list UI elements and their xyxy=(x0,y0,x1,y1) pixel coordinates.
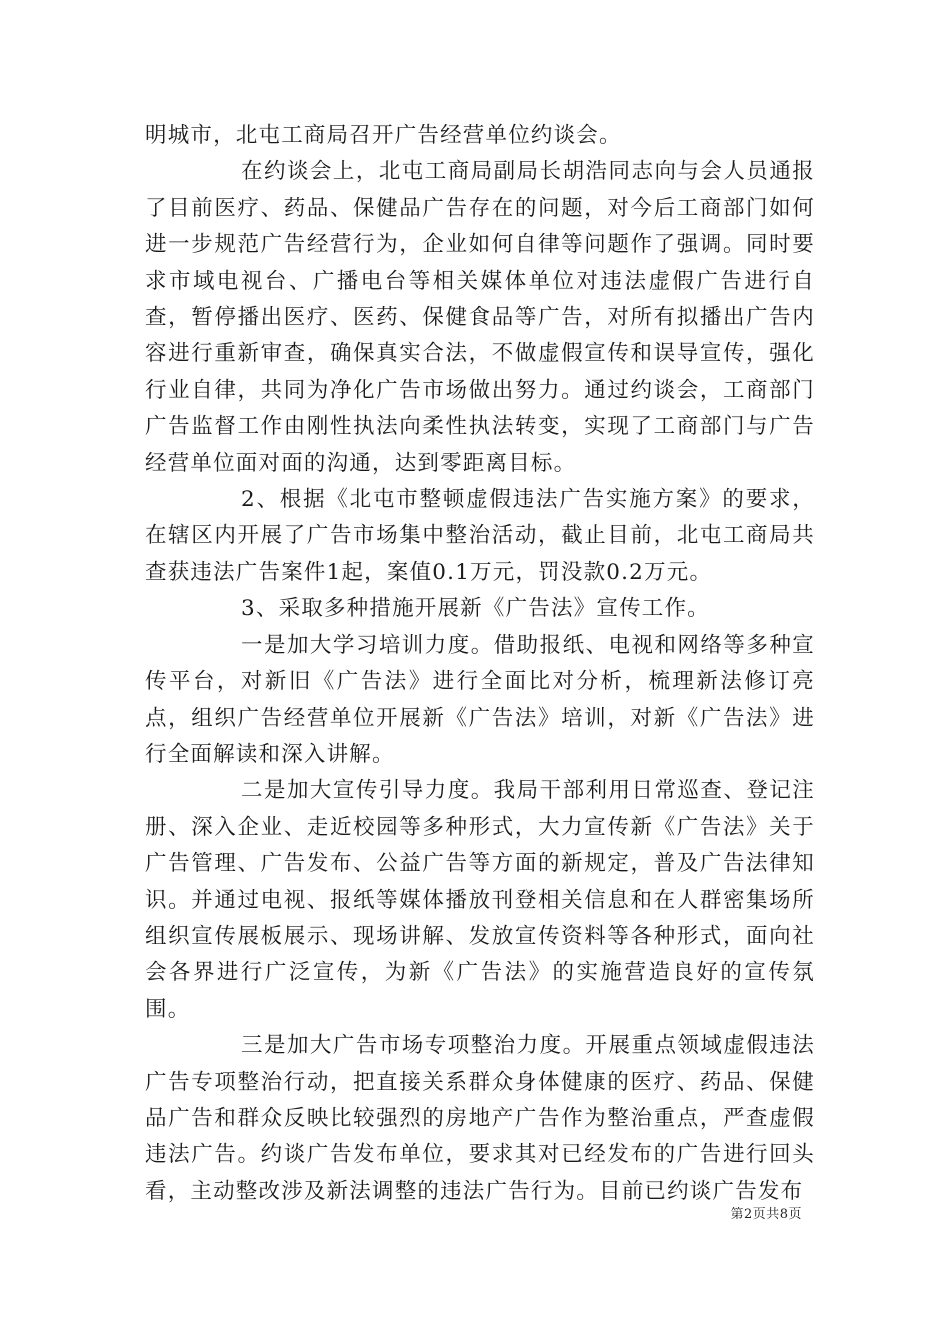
paragraph-3: 2、根据《北屯市整顿虚假违法广告实施方案》的要求，在辖区内开展了广告市场集中整治活动，截止目前，北屯工商局共查获违法广告案件1起，案值0.1万元，罚没款0.2万元。 xyxy=(145,487,815,585)
paragraph-5: 一是加大学习培训力度。借助报纸、电视和网络等多种宣传平台，对新旧《广告法》进行全面比对分析，梳理新法修订亮点，组织广告经营单位开展新《广告法》培训，对新《广告法》进行全面解读和深入讲解。 xyxy=(145,632,815,767)
document-body xyxy=(145,118,815,1210)
paragraph-6: 二是加大宣传引导力度。我局干部利用日常巡查、登记注册、深入企业、走近校园等多种形式，大力宣传新《广告法》关于广告管理、广告发布、公益广告等方面的新规定，普及广告法律知识。并通过电视、报纸等媒体播放刊登相关信息和在人群密集场所组织宣传展板展示、现场讲解、发放宣传资料等各种形式，面向社会各界进行广泛宣传，为新《广告法》的实施营造良好的宣传氛围。 xyxy=(145,778,815,1022)
paragraph-7: 三是加大广告市场专项整治力度。开展重点领域虚假违法广告专项整治行动，把直接关系群众身体健康的医疗、药品、保健品广告和群众反映比较强烈的房地产广告作为整治重点，严查虚假违法广告。约谈广告发布单位，要求其对已经发布的广告进行回头看，主动整改涉及新法调整的违法广告行为。目前已约谈广告发布 xyxy=(145,1033,815,1204)
page-number-footer: 第2页共8页 xyxy=(730,1207,802,1222)
paragraph-2: 在约谈会上，北屯工商局副局长胡浩同志向与会人员通报了目前医疗、药品、保健品广告存在的问题，对今后工商部门如何进一步规范广告经营行为，企业如何自律等问题作了强调。同时要求市域电视台、广播电台等相关媒体单位对违法虚假广告进行自查，暂停播出医疗、医药、保健食品等广告，对所有拟播出广告内容进行重新审查，确保真实合法，不做虚假宣传和误导宣传，强化行业自律，共同为净化广告市场做出努力。通过约谈会，工商部门广告监督工作由刚性执法向柔性执法转变，实现了工商部门与广告经营单位面对面的沟通，达到零距离目标。 xyxy=(145,159,815,476)
paragraph-1: 明城市，北屯工商局召开广告经营单位约谈会。 xyxy=(145,123,622,148)
paragraph-4: 3、采取多种措施开展新《广告法》宣传工作。 xyxy=(241,596,710,622)
